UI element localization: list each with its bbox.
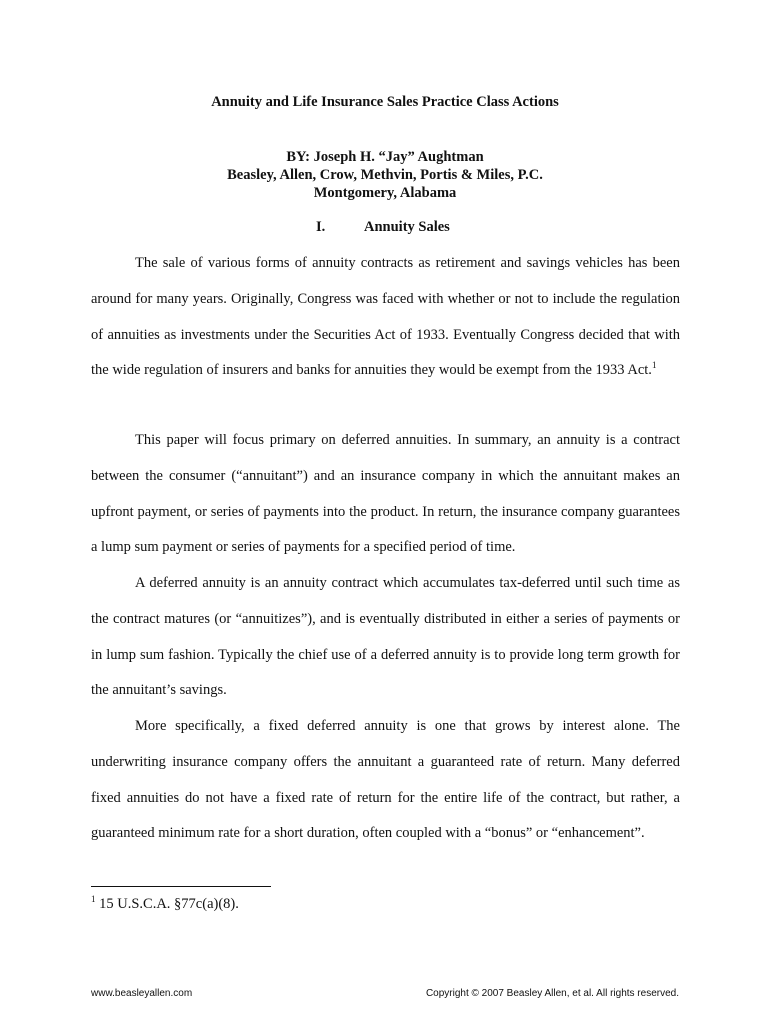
paragraph-3: A deferred annuity is an annuity contract which accumulates tax-deferred until such time as the contract matures (or “annuitizes”), and is eventually distributed in either a series of payments or in lump sum fashion. Typically the chief use of a deferred annuity is to provide long term growth for the annuitant’s savings. xyxy=(91,575,680,699)
paragraph-1 xyxy=(91,246,680,389)
footer-copyright: Copyright © 2007 Beasley Allen, et al. All rights reserved. xyxy=(425,988,679,999)
footnote-marker: 1 xyxy=(91,894,96,905)
byline-location: Montgomery, Alabama xyxy=(313,185,457,201)
footer-website-link[interactable]: www.beasleyallen.com xyxy=(91,988,193,999)
footnote xyxy=(91,895,239,913)
footnote-reference[interactable]: 1 xyxy=(651,360,657,371)
section-title: Annuity Sales xyxy=(364,219,450,235)
footnote-text: 15 U.S.C.A. §77c(a)(8). xyxy=(95,896,239,912)
document-title: Annuity and Life Insurance Sales Practice Class Actions xyxy=(211,94,559,110)
paragraph-4: More specifically, a fixed deferred annuity is one that grows by interest alone. The underwriting insurance company offers the annuitant a guaranteed rate of return. Many deferred fixed annuities do not have a fixed rate of return for the entire life of the contract, but rather, a guaranteed minimum rate for a short duration, often coupled with a “bonus” or “enhancement”. xyxy=(91,718,680,842)
section-number: I. xyxy=(316,219,326,235)
byline xyxy=(0,148,770,202)
paragraph-1-text: The sale of various forms of annuity contracts as retirement and savings vehicles has been around for many years. Originally, Congress was faced with whether or not to include the regulation of annuities as investments under the Securities Act of 1933. Eventually Congress decided that with the wide regulation of insurers and banks for annuities they would be exempt from the 1933 Act. xyxy=(91,255,680,379)
byline-author: BY: Joseph H. “Jay” Aughtman xyxy=(286,149,484,165)
paragraph-2: This paper will focus primary on deferred annuities. In summary, an annuity is a contract between the consumer (“annuitant”) and an insurance company in which the annuitant makes an upfront payment, or series of payments into the product. In return, the insurance company guarantees a lump sum payment or series of payments for a specified period of time. xyxy=(91,432,680,556)
footnote-divider xyxy=(91,886,271,887)
byline-firm: Beasley, Allen, Crow, Methvin, Portis & Miles, P.C. xyxy=(227,167,543,183)
